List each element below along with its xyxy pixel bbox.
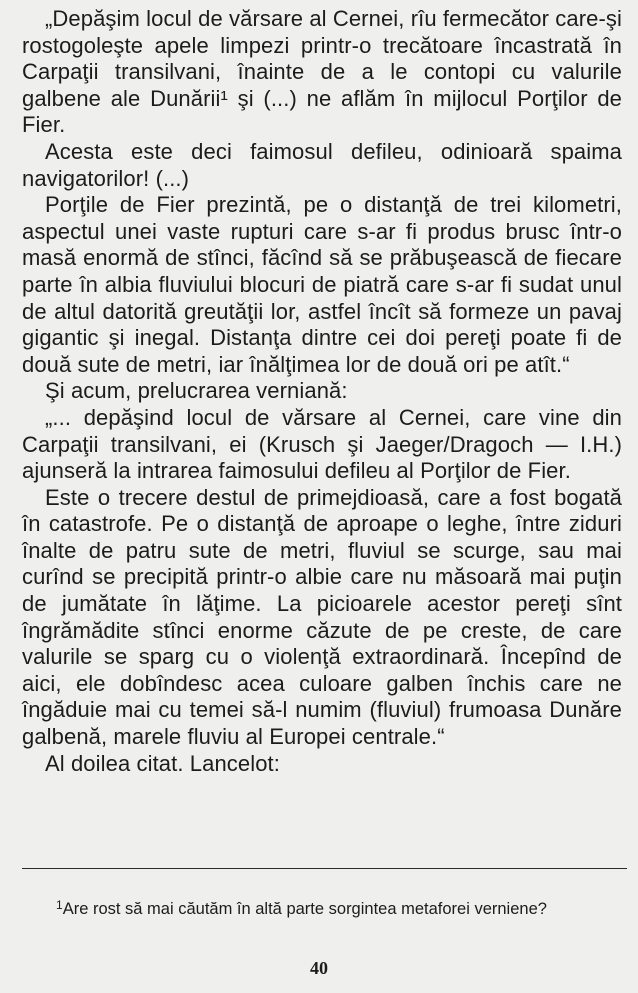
footnote-text: Are rost să mai căutăm în altă parte sorgintea metaforei verniene? <box>62 900 547 918</box>
paragraph-iron-gates: Porţile de Fier prezintă, pe o distanţă de trei kilometri, aspectul unei vaste rupturi care s-ar fi produs brusc într-o masă enormă de stînci, făcînd să se prăbuşească de fiecare parte în albia fluviului blocuri de piatră care s-ar fi sudat unul de altul datorită greutăţii lor, astfel încît să formeze un pavaj gigantic şi inegal. Distanţa dintre cei doi pereţi poate fi de două sute de metri, iar înălţimea lor de două ori pe atît.“ <box>22 192 622 377</box>
paragraph-quote-opening: „Depăşim locul de vărsare al Cernei, rîu fermecător care-şi rostogoleşte apele limpezi printr-o trecătoare încastrată în Carpaţii transilvani, înainte de a le contopi cu valurile galbene ale Dunării¹ şi (...) ne aflăm în mijlocul Porţilor de Fier. <box>22 6 622 138</box>
paragraph-vernian-quote: „... depăşind locul de vărsare al Cernei, care vine din Carpaţii transilvani, ei (Krusch şi Jaeger/Dragoch — I.H.) ajunseră la intrarea faimosului defileu al Porţilor de Fier. <box>22 404 622 484</box>
paragraph-dangerous-passage: Este o trecere destul de primejdioasă, care a fost bogată în catastrofe. Pe o distanţă de aproape o leghe, între ziduri înalte de patru sute de metri, fluviul se scurge, sau mai curînd se precipită printr-o albie care nu măsoară mai puţin de jumătate în lăţime. La picioarele acestor pereţi sînt îngrămădite stînci enorme căzute de pe creste, de care valurile se sparg cu o violenţă extraordinară. Începînd de aici, ele dobîndesc acea culoare galben închis care ne îngăduie mai cu temei să-l numim (fluviul) frumoasa Dunăre galbenă, marele fluviu al Europei centrale.“ <box>22 484 622 750</box>
page-number: 40 <box>310 958 328 978</box>
paragraph-defile: Acesta este deci faimosul defileu, odinioară spaima navigatorilor! (...) <box>22 138 622 191</box>
footnote-marker: 1 <box>56 898 63 912</box>
paragraph-second-citation: Al doilea citat. Lancelot: <box>45 750 280 776</box>
footnote <box>22 894 620 921</box>
footnote-separator <box>22 868 627 869</box>
paragraph-transition: Şi acum, prelucrarea verniană: <box>45 378 348 404</box>
body-text <box>22 6 622 777</box>
